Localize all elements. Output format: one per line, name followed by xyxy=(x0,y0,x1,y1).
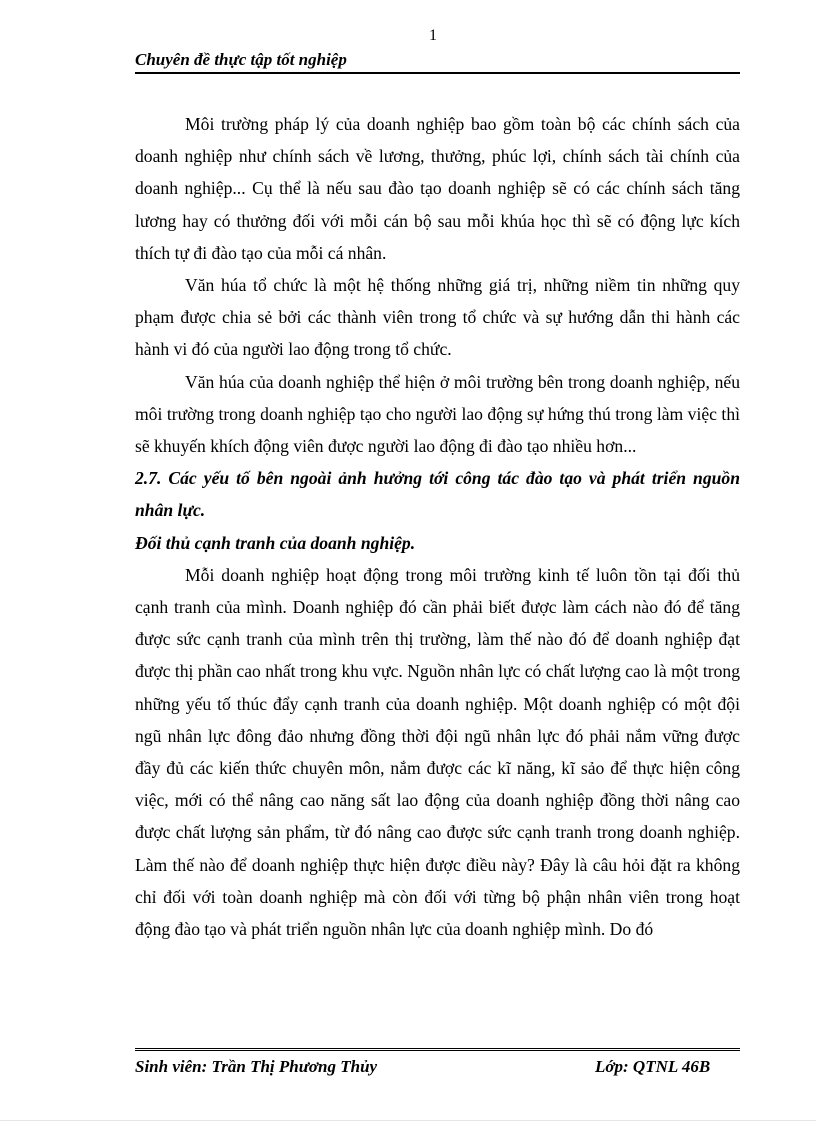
paragraph: Môi trường pháp lý của doanh nghiệp bao gồm toàn bộ các chính sách của doanh nghiệp như chính sách về lương, thưởng, phúc lợi, chính sách tài chính của doanh nghiệp... Cụ thể là nếu sau đào tạo doanh nghiệp sẽ có các chính sách tăng lương hay có thưởng đối với mỗi cán bộ sau mỗi khúa học thì sẽ có động lực kích thích tự đi đào tạo của mỗi cá nhân. xyxy=(135,114,740,263)
paragraph: Mỗi doanh nghiệp hoạt động trong môi trường kinh tế luôn tồn tại đối thủ cạnh tranh của mình. Doanh nghiệp đó cần phải biết được làm cách nào đó để tăng được sức cạnh tranh của mình trên thị trường, làm thế nào đó để doanh nghiệp đạt được thị phần cao nhất trong khu vực. Nguồn nhân lực có chất lượng cao là một trong những yếu tố thúc đẩy cạnh tranh của doanh nghiệp. Một doanh nghiệp có một đội ngũ nhân lực đông đảo nhưng đồng thời đội ngũ nhân lực đó phải nắm vững được đầy đủ các kiến thức chuyên môn, nắm được các kĩ năng, kĩ sảo để thực hiện công việc, mới có thể nâng cao năng sất lao động của doanh nghiệp đồng thời nâng cao được chất lượng sản phẩm, từ đó nâng cao được sức cạnh tranh trong doanh nghiệp. Làm thế nào để doanh nghiệp thực hiện được điều này? Đây là câu hỏi đặt ra không chỉ đối với toàn doanh nghiệp mà còn đối với từng bộ phận nhân viên trong hoạt động đào tạo và phát triển nguồn nhân lực của doanh nghiệp mình. Do đó xyxy=(135,564,740,940)
paragraph: Văn húa tổ chức là một hệ thống những giá trị, những niềm tin những quy phạm được chia sẻ bởi các thành viên trong tổ chức và sự hướng dẫn thi hành các hành vi đó của người lao động trong tổ chức. xyxy=(135,275,740,360)
page-footer xyxy=(135,1048,740,1076)
section-heading: 2.7. Các yếu tố bên ngoài ảnh hưởng tới công tác đào tạo và phát triển nguồn nhân lực. xyxy=(135,468,740,521)
sub-heading: Đối thủ cạnh tranh của doanh nghiệp. xyxy=(135,532,416,553)
page-header xyxy=(135,50,740,74)
page-edge-divider xyxy=(0,1120,816,1121)
footer-class: Lớp: QTNL 46B xyxy=(595,1057,711,1076)
document-body xyxy=(135,108,740,945)
paragraph: Văn húa của doanh nghiệp thể hiện ở môi trường bên trong doanh nghiệp, nếu môi trường trong doanh nghiệp tạo cho người lao động sự hứng thú trong làm việc thì sẽ khuyến khích động viên được người lao động đi đào tạo nhiều hơn... xyxy=(135,371,740,457)
header-title: Chuyên đề thực tập tốt nghiệp xyxy=(135,50,347,69)
footer-student: Sinh viên: Trần Thị Phương Thủy xyxy=(135,1057,378,1076)
page-number: 1 xyxy=(429,27,437,44)
